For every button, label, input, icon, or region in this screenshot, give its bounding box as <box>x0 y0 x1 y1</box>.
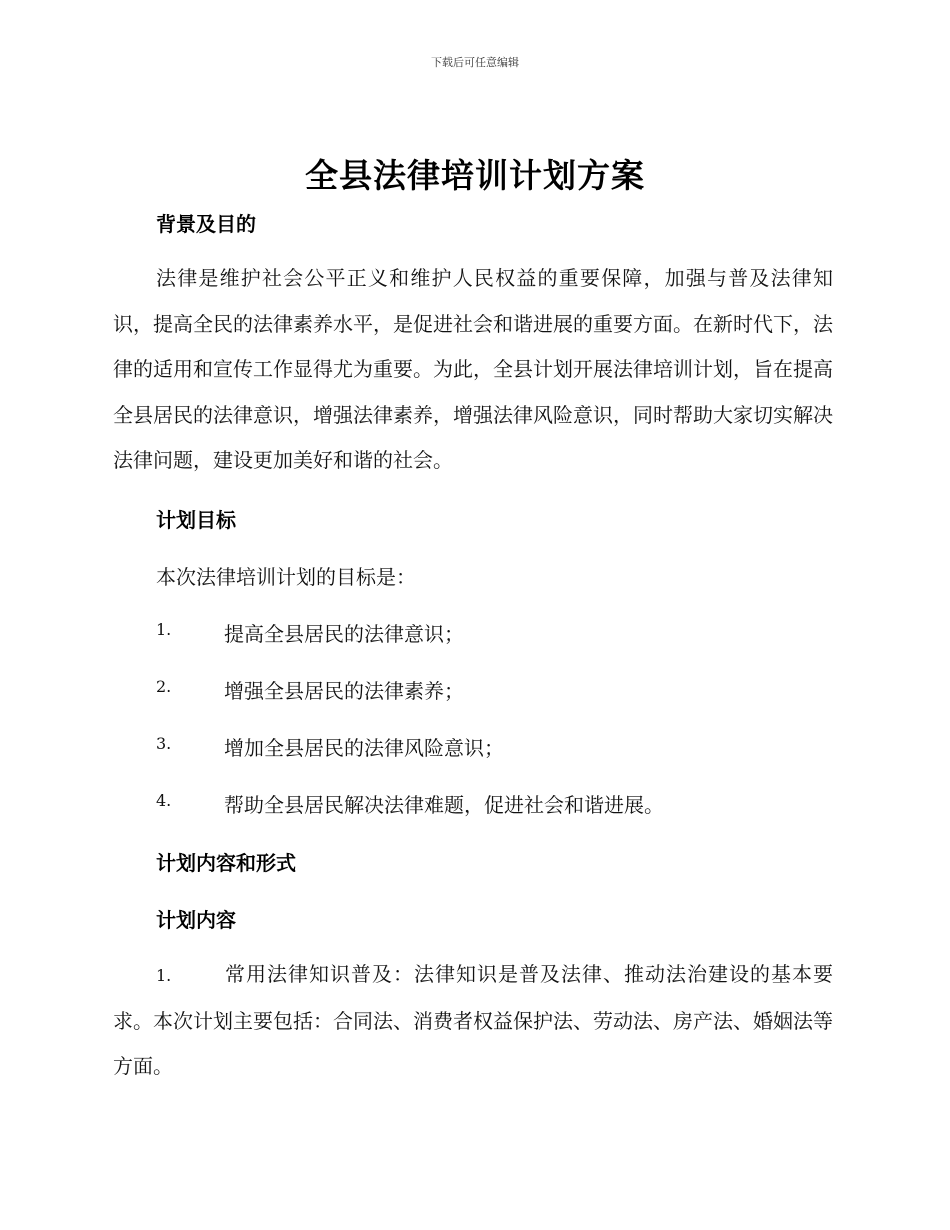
goals-intro: 本次法律培训计划的目标是： <box>156 565 416 589</box>
list-item-number: 1. <box>156 620 172 639</box>
heading-background: 背景及目的 <box>156 212 256 236</box>
heading-content-form: 计划内容和形式 <box>156 851 296 875</box>
document-title: 全县法律培训计划方案 <box>305 156 645 195</box>
list-item-number: 4. <box>156 791 172 810</box>
paragraph-text: 常用法律知识普及：法律知识是普及法律、推动法治建设的基本要求。本次计划主要包括：合同法、消费者权益保护法、劳动法、房产法、婚姻法等方面。 <box>113 962 833 1078</box>
header-note: 下载后可任意编辑 <box>431 56 519 69</box>
paragraph-background: 法律是维护社会公平正义和维护人民权益的重要保障，加强与普及法律知识，提高全民的法律素养水平，是促进社会和谐进展的重要方面。在新时代下，法律的适用和宣传工作显得尤为重要。为此，全县计划开展法律培训计划，旨在提高全县居民的法律意识，增强法律素养，增强法律风险意识，同时帮助大家切实解决法律问题，建设更加美好和谐的社会。 <box>113 266 833 472</box>
list-item-number: 3. <box>156 734 172 753</box>
paragraph-content-item-1 <box>113 952 833 1090</box>
heading-content: 计划内容 <box>156 908 236 932</box>
list-item <box>156 675 836 705</box>
list-item-number: 2. <box>156 677 172 696</box>
list-item <box>156 618 836 648</box>
list-item-text: 帮助全县居民解决法律难题，促进社会和谐进展。 <box>224 793 664 817</box>
list-item <box>156 789 836 819</box>
list-item-text: 增强全县居民的法律素养； <box>224 679 464 703</box>
heading-goals: 计划目标 <box>156 508 236 532</box>
list-item <box>156 732 836 762</box>
list-item-text: 增加全县居民的法律风险意识； <box>224 736 504 760</box>
paragraph-number: 1. <box>156 966 172 985</box>
list-item-text: 提高全县居民的法律意识； <box>224 622 464 646</box>
